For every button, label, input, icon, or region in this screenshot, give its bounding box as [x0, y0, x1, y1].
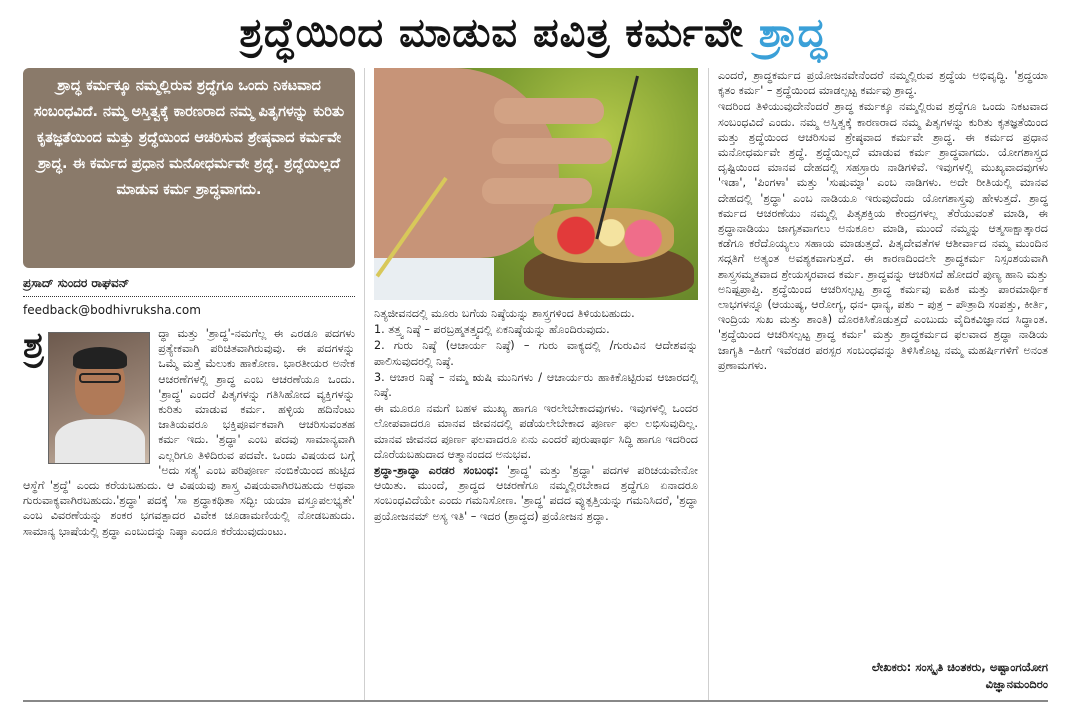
- list-item: 1. ತತ್ತ್ವ ನಿಷ್ಠೆ – ಪರಬ್ರಹ್ಮತತ್ತ್ವದಲ್ಲಿ ಏಕನಿಷ್ಠೆಯನ್ನು ಹೊಂದಿರುವುದು.: [374, 323, 610, 337]
- pull-quote: ಶ್ರಾದ್ಧ ಕರ್ಮಕ್ಕೂ ನಮ್ಮಲ್ಲಿರುವ ಶ್ರದ್ಧೆಗೂ ಒಂದು ನಿಕಟವಾದ ಸಂಬಂಧವಿದೆ. ನಮ್ಮ ಅಸ್ತಿತ್ವಕ್ಕೆ ಕಾರಣರಾದ ನಮ್ಮ ಪಿತೃಗಳನ್ನು ಕುರಿತು ಕೃತಜ್ಞತೆಯಿಂದ ಮತ್ತು ಶ್ರದ್ಧೆಯಿಂದ ಆಚರಿಸುವ ಶ್ರೇಷ್ಠವಾದ ಕರ್ಮವೇ ಶ್ರಾದ್ಧ. ಈ ಕರ್ಮದ ಪ್ರಧಾನ ಮನೋಧರ್ಮವೇ ಶ್ರದ್ಧೆ. ಶ್ರದ್ಧೆಯಿಲ್ಲದೆ ಮಾಡುವ ಕರ್ಮ ಶ್ರಾದ್ಧವಾಗದು.: [23, 68, 355, 268]
- author-email: feedback@bodhivruksha.com: [23, 303, 201, 317]
- bottom-rule: [23, 700, 1048, 702]
- column-1-paragraph: ದ್ಧಾ ಮತ್ತು 'ಶ್ರಾದ್ಧ'-ನಮಗೆಲ್ಲ ಈ ಎರಡೂ ಪದಗಳು ಪ್ರತ್ಯೇಕವಾಗಿ ಪರಿಚಿತವಾಗಿರುವುವು. ಈ ಪದಗಳನ್ನು ಒಮ್ಮೆ ಮತ್ತೆ ಮೆಲುಕು ಹಾಕೋಣ. ಭಾರತೀಯರ ಅನೇಕ ಆಚರಣೆಗಳಲ್ಲಿ ಶ್ರಾದ್ಧ ಎಂಬ ಆಚರಣೆಯೂ ಒಂದು. 'ಶ್ರಾದ್ಧ' ಎಂದರೆ ಪಿತೃಗಳನ್ನು ಗತಿಸಿಹೋದ ವ್ಯಕ್ತಿಗಳನ್ನು ಕುರಿತು ಮಾಡುವ ಕರ್ಮ. ಹಳ್ಳಿಯ ಹದಿನೆಂಟು ಜಾತಿಯವರೂ ಭಕ್ತಿಪೂರ್ವಕವಾಗಿ ಆಚರಿಸುವಂತಹ ಕರ್ಮ ಇದು. 'ಶ್ರದ್ಧಾ' ಎಂಬ ಪದವು ಸಾಮಾನ್ಯವಾಗಿ ಎಲ್ಲರಿಗೂ ತಿಳಿದಿರುವ ಪದವೇ. ಒಂದು ವಿಷಯದ ಬಗ್ಗೆ 'ಅದು ಸತ್ಯ' ಎಂಬ ಪರಿಪೂರ್ಣ ನಂಬಿಕೆಯಿಂದ ಹುಟ್ಟಿದ ಆಸ್ಥೆಗೆ 'ಶ್ರದ್ಧೆ' ಎಂದು ಕರೆಯಬಹುದು. ಆ ವಿಷಯವು ಶಾಸ್ತ್ರ ವಿಷಯವಾಗಿರಬಹುದು ಅಥವಾ ಗುರುವಾಕ್ಯವಾಗಿರಬಹುದು.'ಶ್ರದ್ಧಾ' ಪದಕ್ಕೆ 'ಸಾ ಶ್ರದ್ಧಾಕಥಿತಾ ಸದ್ಭಿಃ ಯಯಾ ವಸ್ತೂಪಲಭ್ಯತೇ' ಎಂಬ ವಿವರಣೆಯನ್ನು ಶಂಕರ ಭಗವತ್ಪಾದರ ವಿವೇಕ ಚೂಡಾಮಣಿಯಲ್ಲಿ ನೋಡಬಹುದು. ಸಾಮಾನ್ಯ ಭಾಷೆಯಲ್ಲಿ ಶ್ರದ್ಧಾ ಎಂಬುದನ್ನು ನಿಷ್ಠಾ ಎಂದೂ ಕರೆಯುವುದುಂಟು.: [23, 327, 355, 538]
- credit-line-1: ಲೇಖಕರು: ಸಂಸ್ಕೃತಿ ಚಿಂತಕರು, ಅಷ್ಟಾಂಗಯೋಗ: [871, 660, 1048, 674]
- drop-cap: ಶ್ರ: [23, 326, 45, 366]
- byline-divider: [23, 296, 355, 297]
- author-byline: ಪ್ರಸಾದ್ ಸುಂದರ ರಾಘವನ್: [23, 276, 130, 290]
- section-subhead: ಶ್ರದ್ಧಾ-ಶ್ರಾದ್ಧಾ ಎರಡರ ಸಂಬಂಧ:: [374, 464, 499, 478]
- article-column-3: [718, 68, 1048, 700]
- author-photo: [48, 332, 150, 464]
- column-divider: [708, 68, 709, 700]
- article-column-2: [374, 306, 698, 700]
- headline: [0, 0, 1067, 66]
- article-column-1: [23, 326, 355, 700]
- author-credit: [718, 659, 1048, 693]
- column-2-section: [374, 463, 698, 524]
- column-2-paragraph: ಈ ಮೂರೂ ನಮಗೆ ಬಹಳ ಮುಖ್ಯ ಹಾಗೂ ಇರಲೇಬೇಕಾದವುಗಳು. ಇವುಗಳಲ್ಲಿ ಒಂದರ ಲೋಪವಾದರೂ ಮಾನವ ಜೀವನದಲ್ಲಿ ಪಡೆಯಲೇಬೇಕಾದ ಪೂರ್ಣ ಫಲ ಲಭಿಸುವುದಿಲ್ಲ. ಮಾನವ ಜೀವನದ ಪೂರ್ಣ ಫಲವಾದರೂ ಏನು ಎಂದರೆ ಪುರುಷಾರ್ಥ ಸಿದ್ಧಿ ಹಾಗೂ ಇದರಿಂದ ದೊರೆಯಬಹುದಾದ ಆತ್ಮಾನಂದದ ಅನುಭವ.: [374, 402, 698, 461]
- column-3-paragraph: ಇದರಿಂದ ತಿಳಿಯುವುದೇನೆಂದರೆ ಶ್ರಾದ್ಧ ಕರ್ಮಕ್ಕೂ ನಮ್ಮಲ್ಲಿರುವ ಶ್ರದ್ಧೆಗೂ ಒಂದು ನಿಕಟವಾದ ಸಂಬಂಧವಿದೆ ಎಂದು. ನಮ್ಮ ಅಸ್ತಿತ್ವಕ್ಕೆ ಕಾರಣರಾದ ನಮ್ಮ ಪಿತೃಗಳನ್ನು ಕುರಿತು ಕೃತಜ್ಞತೆಯಿಂದ ಮತ್ತು ಶ್ರದ್ಧೆಯಿಂದ ಆಚರಿಸುವ ಶ್ರೇಷ್ಠವಾದ ಕರ್ಮವೇ ಶ್ರಾದ್ಧ. ಈ ಕರ್ಮದ ಪ್ರಧಾನ ಮನೋಧರ್ಮವೇ ಶ್ರದ್ಧೆ. ಶ್ರದ್ಧೆಯಿಲ್ಲದೆ ಮಾಡುವ ಕರ್ಮ ಶ್ರಾದ್ಧವಾಗದು. ಯೋಗಶಾಸ್ತ್ರದ ದೃಷ್ಟಿಯಿಂದ ಮಾನವ ದೇಹದಲ್ಲಿ ಸಹಸ್ರಾರು ನಾಡಿಗಳಿವೆ. ಇವುಗಳಲ್ಲಿ ಮುಖ್ಯವಾದವುಗಳು 'ಇಡಾ', 'ಪಿಂಗಳಾ' ಮತ್ತು 'ಸುಷುಮ್ನಾ' ಎಂಬ ನಾಡಿಗಳು. ಅದೇ ರೀತಿಯಲ್ಲಿ ಮಾನವ ದೇಹದಲ್ಲಿ 'ಶ್ರದ್ಧಾ' ಎಂಬ ನಾಡಿಯೂ ಇರುವುದೆಂದು ಯೋಗಶಾಸ್ತ್ರವು ಹೇಳುತ್ತದೆ. ಶ್ರಾದ್ಧ ಕರ್ಮದ ಆಚರಣೆಯು ನಮ್ಮಲ್ಲಿ ಪಿತೃಶಕ್ತಿಯ ಕೇಂದ್ರಗಳಲ್ಲ ತೆರೆಯುವಂತೆ ಮಾಡಿ, ಈ ಶ್ರದ್ಧಾನಾಡಿಯು ಜಾಗೃತವಾಗಲು ಅನುಕೂಲ ಮಾಡಿ, ಮುಂದೆ ನಮ್ಮನ್ನು ಆತ್ಮಸಾಕ್ಷಾತ್ಕಾರದ ಕಡೆಗೂ ಕರೆದೊಯ್ಯಲು ಸಹಾಯ ಮಾಡುತ್ತದೆ. ಪಿತೃದೇವತೆಗಳ ಆಶೀರ್ವಾದ ನಮ್ಮ ಮುಂದಿನ ಸದ್ಗತಿಗೆ ಅತ್ಯಂತ ಅವಶ್ಯಕವಾಗುತ್ತದೆ. ಈ ಕಾರಣದಿಂದಲೇ ಶ್ರಾದ್ಧಕರ್ಮ ನಿಸ್ಸಂಶಯವಾಗಿ ಶಾಸ್ತ್ರಸಮ್ಮತವಾದ ಶ್ರೇಯಸ್ಕರವಾದ ಕರ್ಮ. ಶ್ರಾದ್ಧವನ್ನು ಆಚರಿಸದೆ ಹೋದರೆ ಪುಣ್ಯ ಹಾನಿ ಮತ್ತು ಅನಿಷ್ಟಪ್ರಾಪ್ತಿ. ಶ್ರದ್ಧೆಯಿಂದ ಆಚರಿಸಲ್ಪಟ್ಟ ಶ್ರಾದ್ಧ ಕರ್ಮವು ಐಹಿಕ ಮತ್ತು ಪಾರಮಾರ್ಥಿಕ ಲಾಭಗಳನ್ನೂ (ಆಯುಷ್ಯ, ಆರೋಗ್ಯ, ಧನ- ಧಾನ್ಯ, ಪಶು – ಪುತ್ರ – ಪೌತ್ರಾದಿ ಸಂಪತ್ತು, ಕೀರ್ತಿ, ಇಂದ್ರಿಯ ಸುಖ ಮತ್ತು ಶಾಂತಿ) ದೊರಕಿಸಿಕೊಡುತ್ತದೆ ಎಂಬುದು ವೈದಿಕವಿಜ್ಞಾನದ ಸಿದ್ಧಾಂತ. 'ಶ್ರದ್ಧೆಯಿಂದ ಆಚರಿಸಲ್ಪಟ್ಟ ಶ್ರಾದ್ಧ ಕರ್ಮ' ಮತ್ತು ಶ್ರಾದ್ಧಕರ್ಮದ ಫಲವಾದ ಶ್ರದ್ಧಾ ನಾಡಿಯ ಜಾಗೃತಿ –ಹೀಗೆ ಇವೆರಡರ ಪರಸ್ಪರ ಸಂಬಂಧವನ್ನು ತಿಳಿಸಿಕೊಟ್ಟ ನಮ್ಮ ಮಹರ್ಷಿಗಳಿಗೆ ಅನಂತ ಪ್ರಣಾಮಗಳು.: [718, 100, 1048, 372]
- headline-main: ಶ್ರದ್ಧೆಯಿಂದ ಮಾಡುವ ಪವಿತ್ರ ಕರ್ಮವೇ: [239, 10, 759, 56]
- list-item: 2. ಗುರು ನಿಷ್ಠೆ (ಆಚಾರ್ಯ ನಿಷ್ಠೆ) – ಗುರು ವಾಕ್ಯದಲ್ಲಿ /ಗುರುವಿನ ಆದೇಶವನ್ನು ಪಾಲಿಸುವುದರಲ್ಲಿ ನಿಷ್ಠೆ.: [374, 339, 698, 368]
- column-2-intro: ನಿತ್ಯಜೀವನದಲ್ಲಿ ಮೂರು ಬಗೆಯ ನಿಷ್ಠೆಯನ್ನು ಶಾಸ್ತ್ರಗಳಿಂದ ತಿಳಿಯಬಹುದು.: [374, 307, 635, 320]
- credit-line-2: ವಿಜ್ಞಾನಮಂದಿರಂ: [985, 677, 1048, 691]
- ritual-photo: [374, 68, 698, 300]
- section-body: 'ಶ್ರಾದ್ಧ' ಮತ್ತು 'ಶ್ರದ್ಧಾ' ಪದಗಳ ಪರಿಚಯವೇನೋ ಆಯಿತು. ಮುಂದೆ, ಶ್ರಾದ್ಧದ ಆಚರಣೆಗೂ ನಮ್ಮಲ್ಲಿರಬೇಕಾದ ಶ್ರದ್ಧೆಗೂ ಏನಾದರೂ ಸಂಬಂಧವಿದೆಯೇ ಎಂದು ಗಮನಿಸೋಣ. 'ಶ್ರಾದ್ಧ' ಪದದ ವ್ಯುತ್ಪತ್ತಿಯನ್ನು ಗಮನಿಸಿದರೆ, 'ಶ್ರದ್ಧಾ ಪ್ರಯೋಜನಮ್ ಅಸ್ಯ ಇತಿ' – ಇದರ (ಶ್ರಾದ್ಧದ) ಪ್ರಯೋಜನ ಶ್ರದ್ಧಾ.: [374, 464, 698, 523]
- list-item: 3. ಆಚಾರ ನಿಷ್ಠೆ – ನಮ್ಮ ಋಷಿ ಮುನಿಗಳು / ಆಚಾರ್ಯರು ಹಾಕಿಕೊಟ್ಟಿರುವ ಆಚಾರದಲ್ಲಿ ನಿಷ್ಠೆ.: [374, 370, 698, 400]
- column-3-paragraph: ಎಂದರೆ, ಶ್ರಾದ್ಧಕರ್ಮದ ಪ್ರಯೋಜನವೇನೆಂದರೆ ನಮ್ಮಲ್ಲಿರುವ ಶ್ರದ್ಧೆಯ ಅಭಿವೃದ್ಧಿ. 'ಶ್ರದ್ಧಯಾ ಕೃತಂ ಕರ್ಮ' – ಶ್ರದ್ಧೆಯಿಂದ ಮಾಡಲ್ಪಟ್ಟ ಕರ್ಮವು ಶ್ರಾದ್ಧ.: [718, 69, 1048, 98]
- headline-accent: ಶ್ರಾದ್ಧ: [758, 10, 828, 56]
- column-divider: [364, 68, 365, 700]
